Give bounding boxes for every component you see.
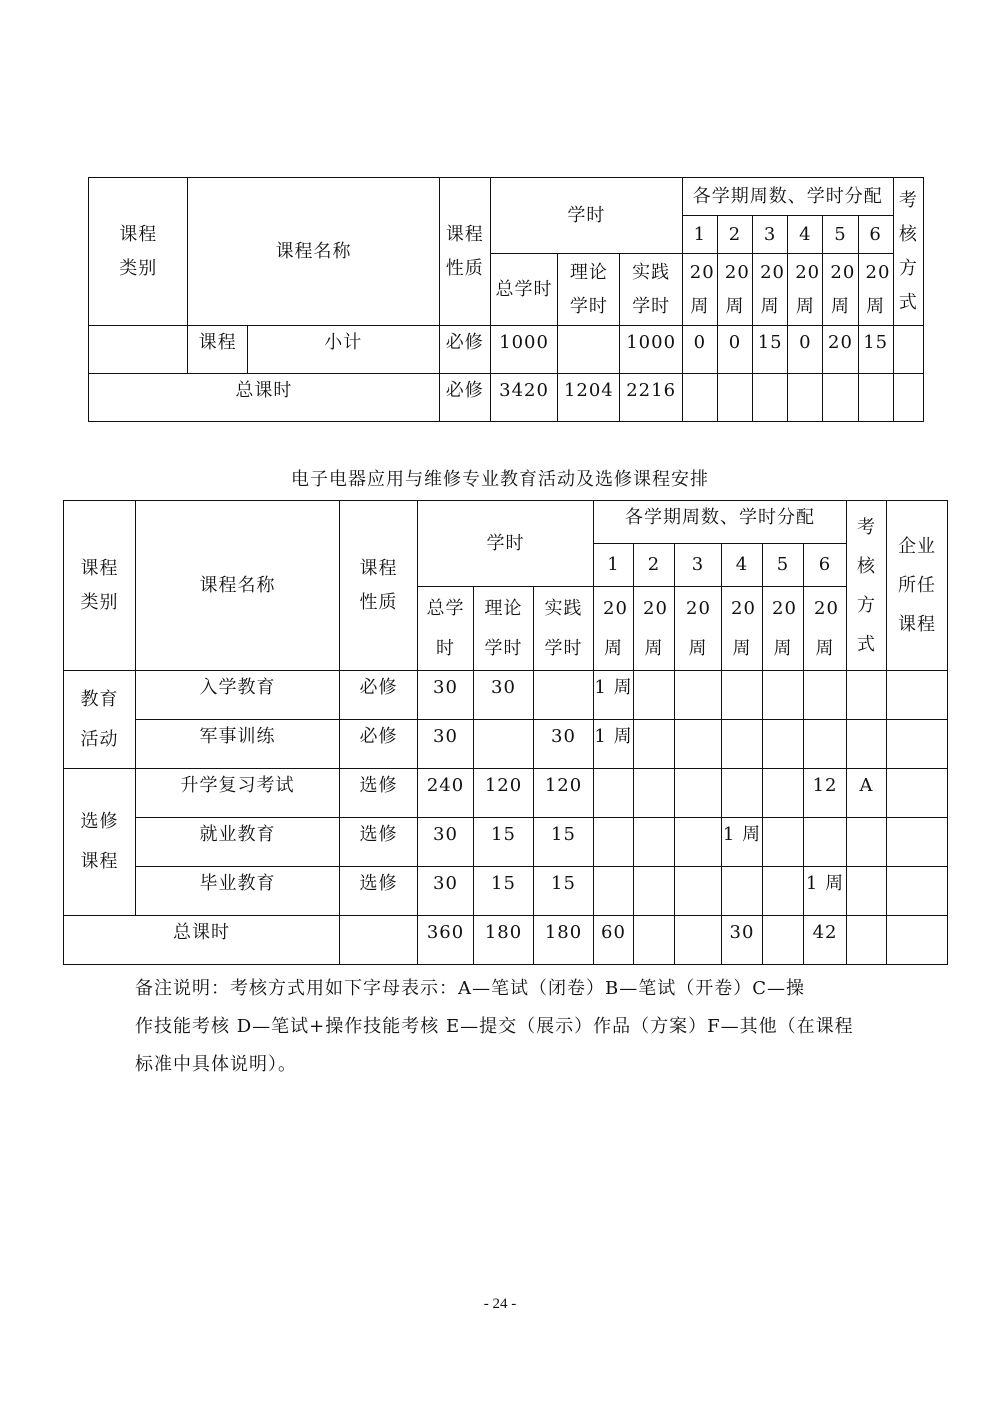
row-company <box>887 720 948 769</box>
t2-total-exam <box>847 916 887 965</box>
row-practice: 120 <box>534 769 594 818</box>
course-table-main <box>88 177 924 422</box>
t2-header-company: 企业所任课程 <box>887 501 948 671</box>
row-practice: 30 <box>534 720 594 769</box>
weeks-4: 20周 <box>788 254 823 326</box>
total-sem-3 <box>753 374 788 422</box>
t2-sem-4: 4 <box>722 544 763 587</box>
t2-sem-2: 2 <box>634 544 675 587</box>
t2-sem-3: 3 <box>675 544 722 587</box>
row-sem-2 <box>634 671 675 720</box>
t2-header-semester: 各学期周数、学时分配 <box>594 501 847 544</box>
row-nature: 选修 <box>340 818 418 867</box>
row-sem-1 <box>594 769 634 818</box>
subtotal-exam <box>893 326 923 374</box>
t2-total-company <box>887 916 948 965</box>
t2-header-theory: 理论学时 <box>474 587 534 671</box>
subtotal-sem-3: 15 <box>753 326 788 374</box>
t2-total-theory: 180 <box>474 916 534 965</box>
t2-header-exam: 考核方式 <box>847 501 887 671</box>
header-theory: 理论学时 <box>558 254 620 326</box>
weeks-6: 20周 <box>858 254 893 326</box>
row-sem-5 <box>763 867 804 916</box>
row-total: 30 <box>418 867 474 916</box>
subtotal-sem-5: 20 <box>823 326 858 374</box>
row-company <box>887 818 948 867</box>
header-hours: 学时 <box>490 178 682 254</box>
row-total: 30 <box>418 671 474 720</box>
subtotal-sem-2: 0 <box>717 326 752 374</box>
row-sem-3 <box>675 671 722 720</box>
row-nature: 必修 <box>340 671 418 720</box>
t2-total-sem-3 <box>675 916 722 965</box>
row-practice: 15 <box>534 867 594 916</box>
weeks-3: 20周 <box>753 254 788 326</box>
row-sem-4 <box>722 720 763 769</box>
t2-header-hours: 学时 <box>418 501 594 587</box>
row-sem-3 <box>675 818 722 867</box>
row-exam <box>847 818 887 867</box>
row-sem-6 <box>804 671 847 720</box>
row-total: 30 <box>418 818 474 867</box>
total-total: 3420 <box>490 374 557 422</box>
subtotal-label-course: 课程 <box>188 326 247 374</box>
header-name: 课程名称 <box>188 178 439 326</box>
row-theory: 15 <box>474 867 534 916</box>
total-sem-1 <box>682 374 717 422</box>
row-sem-5 <box>763 671 804 720</box>
row-nature: 选修 <box>340 867 418 916</box>
row-total: 30 <box>418 720 474 769</box>
row-sem-2 <box>634 720 675 769</box>
row-name: 就业教育 <box>136 818 340 867</box>
row-sem-2 <box>634 818 675 867</box>
t2-total-practice: 180 <box>534 916 594 965</box>
row-sem-6: 1 周 <box>804 867 847 916</box>
sem-3: 3 <box>753 216 788 254</box>
row-sem-2 <box>634 769 675 818</box>
row-sem-2 <box>634 867 675 916</box>
total-theory: 1204 <box>558 374 620 422</box>
header-practice: 实践学时 <box>620 254 682 326</box>
t2-header-nature: 课程性质 <box>340 501 418 671</box>
subtotal-category <box>89 326 188 374</box>
t2-total-nature <box>340 916 418 965</box>
t2-header-total: 总学时 <box>418 587 474 671</box>
t2-sem-6: 6 <box>804 544 847 587</box>
total-sem-5 <box>823 374 858 422</box>
subtotal-sem-1: 0 <box>682 326 717 374</box>
t2-weeks-2: 20周 <box>634 587 675 671</box>
row-sem-5 <box>763 769 804 818</box>
row-company <box>887 867 948 916</box>
row-name: 军事训练 <box>136 720 340 769</box>
remarks-line-3: 标准中具体说明）。 <box>135 1054 297 1075</box>
t2-total-label: 总课时 <box>64 916 340 965</box>
t2-total-sem-4: 30 <box>722 916 763 965</box>
subtotal-theory <box>558 326 620 374</box>
row-total: 240 <box>418 769 474 818</box>
row-sem-4 <box>722 867 763 916</box>
page-number: - 24 - <box>483 1296 517 1312</box>
row-company <box>887 671 948 720</box>
row-sem-3 <box>675 867 722 916</box>
row-theory: 15 <box>474 818 534 867</box>
row-practice <box>534 671 594 720</box>
sem-4: 4 <box>788 216 823 254</box>
t2-sem-1: 1 <box>594 544 634 587</box>
row-exam <box>847 671 887 720</box>
t2-header-category: 课程类别 <box>64 501 136 671</box>
row-name: 入学教育 <box>136 671 340 720</box>
remarks-line-1: 备注说明：考核方式用如下字母表示：A—笔试（闭卷）B—笔试（开卷）C—操 <box>135 978 805 999</box>
row-name: 毕业教育 <box>136 867 340 916</box>
row-sem-6: 12 <box>804 769 847 818</box>
t2-weeks-4: 20周 <box>722 587 763 671</box>
remarks <box>135 970 895 1084</box>
header-nature: 课程性质 <box>439 178 490 326</box>
t2-weeks-5: 20周 <box>763 587 804 671</box>
row-sem-4 <box>722 769 763 818</box>
group-category-electives: 选修课程 <box>64 769 136 916</box>
weeks-2: 20周 <box>717 254 752 326</box>
row-sem-1: 1 周 <box>594 671 634 720</box>
subtotal-sem-4: 0 <box>788 326 823 374</box>
row-theory: 30 <box>474 671 534 720</box>
subtotal-total: 1000 <box>490 326 557 374</box>
t2-sem-5: 5 <box>763 544 804 587</box>
subtotal-sem-6: 15 <box>858 326 893 374</box>
t2-total-sem-5 <box>763 916 804 965</box>
t2-weeks-6: 20周 <box>804 587 847 671</box>
row-sem-5 <box>763 720 804 769</box>
total-nature: 必修 <box>439 374 490 422</box>
subtotal-nature: 必修 <box>439 326 490 374</box>
t2-weeks-1: 20周 <box>594 587 634 671</box>
t2-total-total: 360 <box>418 916 474 965</box>
header-semester: 各学期周数、学时分配 <box>682 178 893 216</box>
t2-total-sem-1: 60 <box>594 916 634 965</box>
row-sem-1: 1 周 <box>594 720 634 769</box>
row-sem-6 <box>804 720 847 769</box>
table2-caption: 电子电器应用与维修专业教育活动及选修课程安排 <box>291 469 709 490</box>
row-sem-6 <box>804 818 847 867</box>
row-sem-3 <box>675 720 722 769</box>
t2-weeks-3: 20周 <box>675 587 722 671</box>
row-sem-1 <box>594 818 634 867</box>
row-exam <box>847 720 887 769</box>
total-sem-6 <box>858 374 893 422</box>
t2-total-sem-2 <box>634 916 675 965</box>
row-sem-1 <box>594 867 634 916</box>
group-category-activities: 教育活动 <box>64 671 136 769</box>
header-exam: 考核方式 <box>893 178 923 326</box>
weeks-1: 20周 <box>682 254 717 326</box>
row-nature: 必修 <box>340 720 418 769</box>
row-exam <box>847 867 887 916</box>
t2-header-name: 课程名称 <box>136 501 340 671</box>
header-total: 总学时 <box>490 254 557 326</box>
sem-6: 6 <box>858 216 893 254</box>
row-name: 升学复习考试 <box>136 769 340 818</box>
t2-total-sem-6: 42 <box>804 916 847 965</box>
course-table-activities <box>63 500 948 965</box>
row-sem-5 <box>763 818 804 867</box>
row-sem-3 <box>675 769 722 818</box>
header-category: 课程类别 <box>89 178 188 326</box>
total-label: 总课时 <box>89 374 440 422</box>
subtotal-label: 小计 <box>247 326 439 374</box>
sem-2: 2 <box>717 216 752 254</box>
t2-header-practice: 实践学时 <box>534 587 594 671</box>
row-company <box>887 769 948 818</box>
subtotal-practice: 1000 <box>620 326 682 374</box>
row-nature: 选修 <box>340 769 418 818</box>
row-sem-4: 1 周 <box>722 818 763 867</box>
weeks-5: 20周 <box>823 254 858 326</box>
remarks-line-2: 作技能考核 D—笔试+操作技能考核 E—提交（展示）作品（方案）F—其他（在课程 <box>135 1016 854 1037</box>
row-theory <box>474 720 534 769</box>
total-sem-4 <box>788 374 823 422</box>
total-practice: 2216 <box>620 374 682 422</box>
sem-1: 1 <box>682 216 717 254</box>
row-theory: 120 <box>474 769 534 818</box>
row-practice: 15 <box>534 818 594 867</box>
total-exam <box>893 374 923 422</box>
row-sem-4 <box>722 671 763 720</box>
sem-5: 5 <box>823 216 858 254</box>
row-exam: A <box>847 769 887 818</box>
total-sem-2 <box>717 374 752 422</box>
